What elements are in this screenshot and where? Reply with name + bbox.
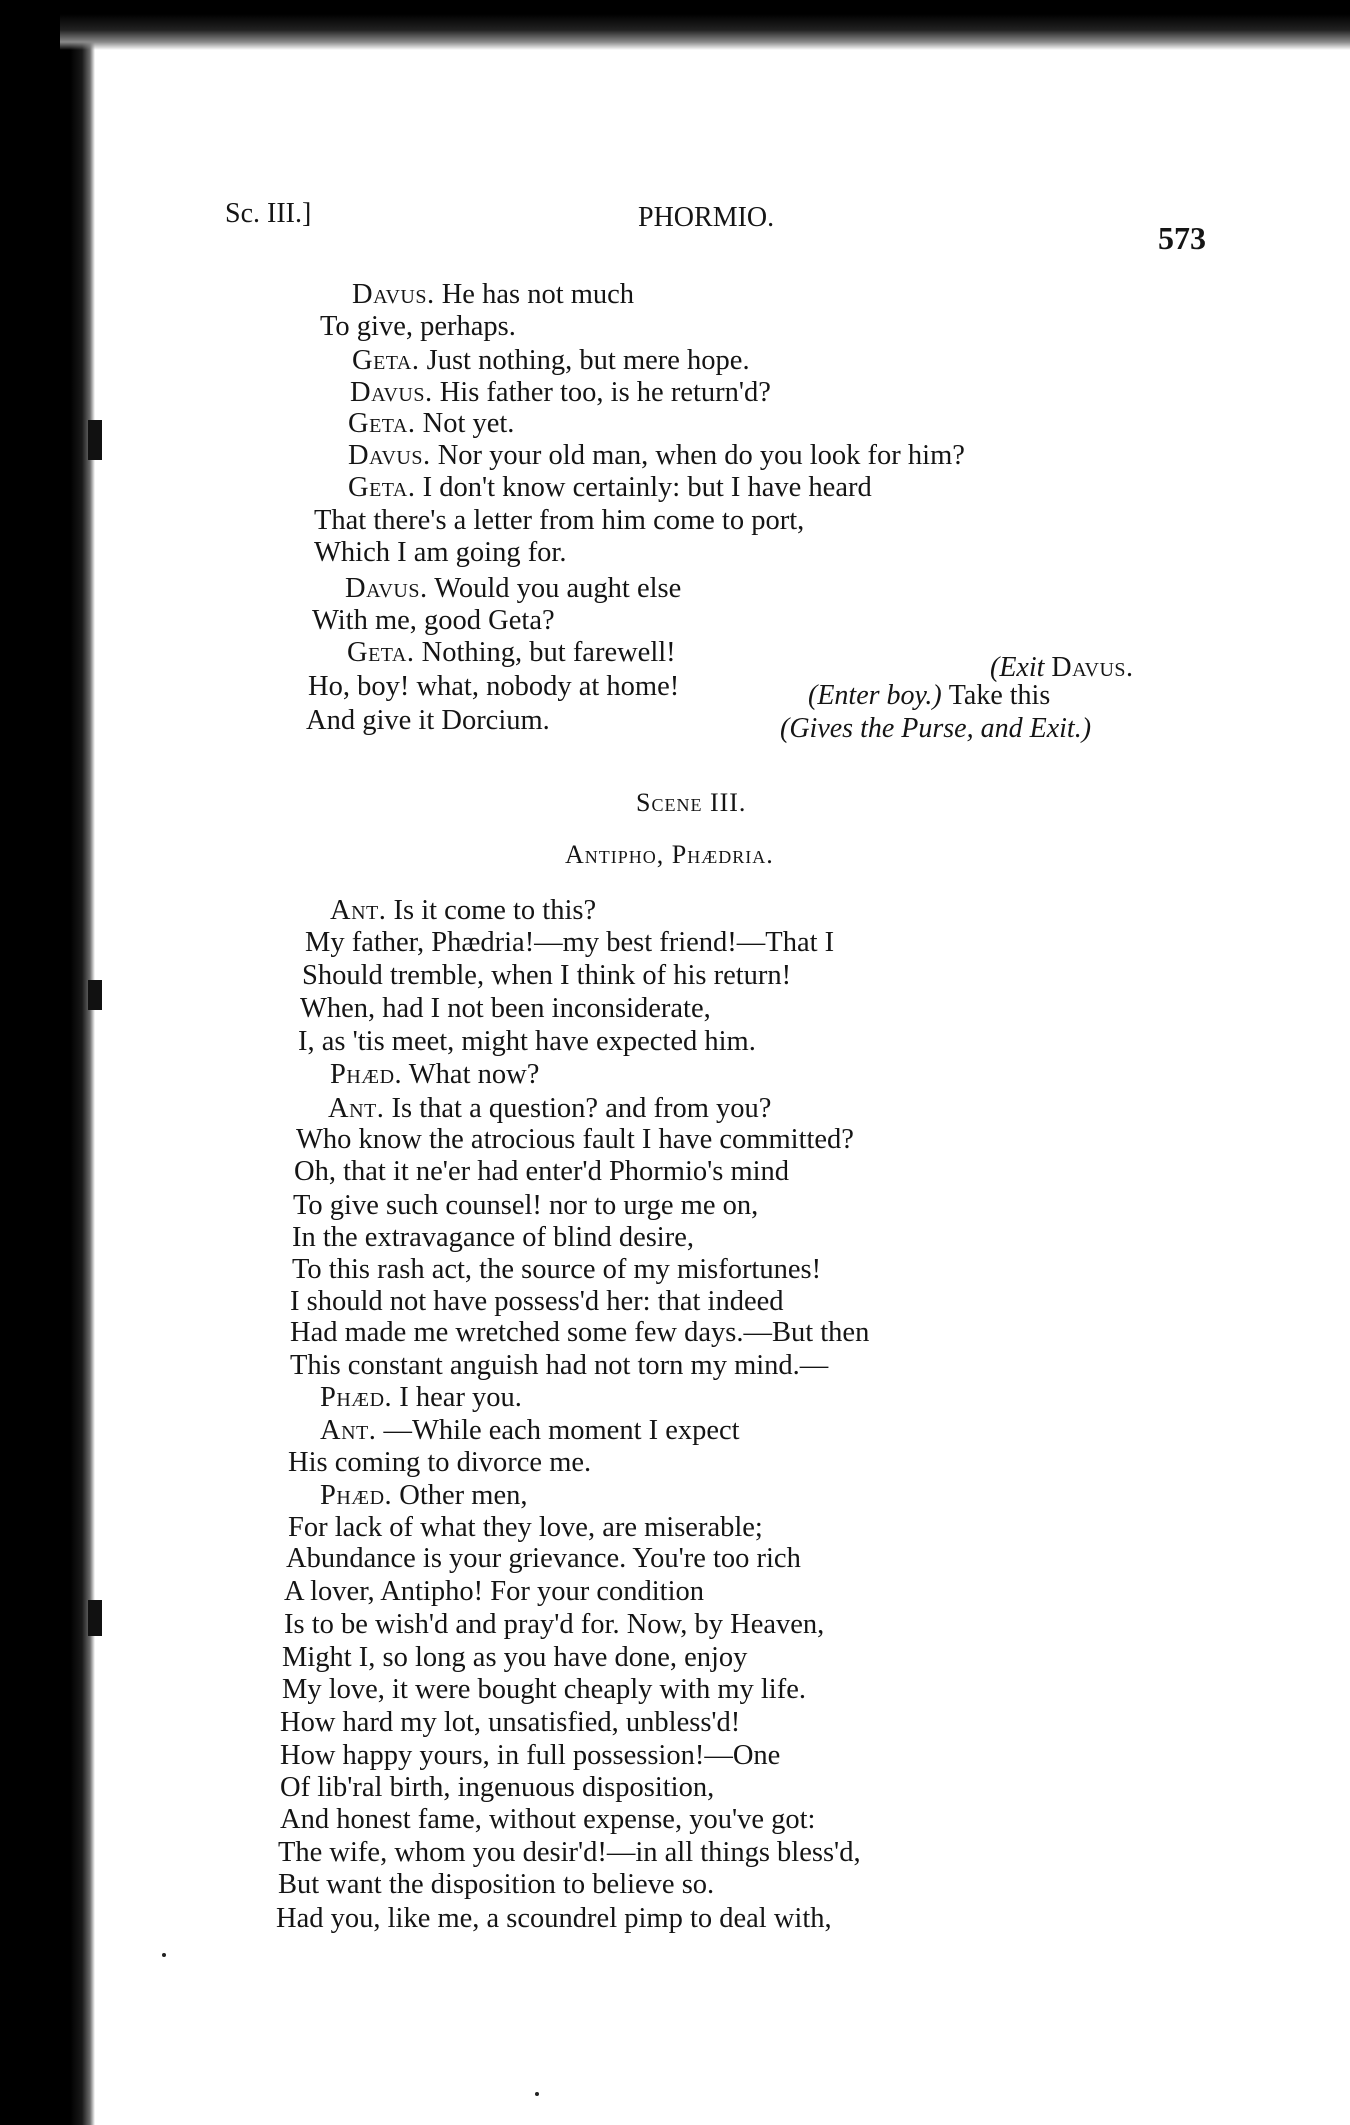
- verse-line: [345, 573, 681, 605]
- stage-direction-exit: (Exit Davus.: [990, 652, 1134, 683]
- verse-line: [348, 472, 872, 504]
- speaker-name: Geta.: [348, 408, 416, 439]
- verse-text: —While each moment I expect: [383, 1415, 740, 1446]
- verse-text: In the extravagance of blind desire,: [292, 1222, 694, 1253]
- verse-line: [347, 637, 676, 669]
- verse-line: [298, 1026, 756, 1058]
- scene-heading: Scene III.: [636, 788, 747, 817]
- verse-text: Abundance is your grievance. You're too rich: [286, 1543, 801, 1574]
- page-number: 573: [1158, 220, 1206, 256]
- speaker-name: Geta.: [347, 637, 415, 668]
- verse-line: [284, 1576, 704, 1608]
- verse-line: [320, 311, 516, 343]
- verse-text: That there's a letter from him come to port,: [314, 505, 805, 536]
- speaker-name: Geta.: [348, 472, 416, 503]
- running-header: [0, 198, 1350, 258]
- verse-text: My love, it were bought cheaply with my life.: [282, 1674, 806, 1705]
- verse-line: [293, 1190, 758, 1222]
- verse-line: [286, 1543, 801, 1575]
- verse-text: Nor your old man, when do you look for him?: [437, 440, 965, 471]
- verse-text: This constant anguish had not torn my mind.—: [290, 1350, 829, 1381]
- speaker-name: Davus.: [352, 279, 435, 310]
- speaker-name: Phæd.: [320, 1382, 393, 1413]
- verse-line: [350, 377, 771, 409]
- verse-line: [300, 993, 711, 1025]
- verse-text: Is that a question? and from you?: [391, 1093, 772, 1124]
- verse-line: [320, 1415, 740, 1447]
- verse-text: But want the disposition to believe so.: [278, 1869, 715, 1900]
- verse-text: Which I am going for.: [314, 537, 567, 568]
- verse-line: [292, 1222, 694, 1254]
- verse-line: [284, 1609, 824, 1641]
- verse-line: [348, 408, 514, 440]
- page-title: PHORMIO.: [638, 202, 775, 233]
- verse-text: To give, perhaps.: [320, 311, 516, 342]
- verse-line: [294, 1156, 789, 1188]
- verse-text: Not yet.: [422, 408, 515, 439]
- verse-text: Had made me wretched some few days.—But then: [290, 1317, 870, 1348]
- verse-line: [352, 279, 634, 311]
- verse-text: For lack of what they love, are miserable;: [288, 1512, 763, 1543]
- verse-text: Who know the atrocious fault I have committed?: [296, 1124, 854, 1155]
- verse-line: [296, 1124, 854, 1156]
- verse-text: How happy yours, in full possession!—One: [280, 1740, 781, 1771]
- scene-characters: Antipho, Phædria.: [565, 840, 774, 869]
- verse-line: [282, 1674, 806, 1706]
- verse-line: [352, 345, 750, 377]
- verse-line: [330, 1059, 539, 1091]
- verse-line: [280, 1707, 740, 1739]
- verse-line: [276, 1903, 832, 1935]
- verse-text: Ho, boy! what, nobody at home!: [308, 671, 680, 702]
- verse-text: His father too, is he return'd?: [439, 377, 771, 408]
- speaker-name: Davus.: [350, 377, 433, 408]
- section-marker: Sc. III.]: [225, 198, 312, 229]
- verse-line: [288, 1447, 591, 1479]
- verse-text: My father, Phædria!—my best friend!—That I: [305, 927, 835, 958]
- scan-top-shadow: [60, 0, 1350, 50]
- scan-gutter-notch: [88, 1600, 102, 1636]
- verse-line: [290, 1317, 869, 1349]
- verse-text: I hear you.: [399, 1382, 522, 1413]
- verse-line: [308, 671, 679, 703]
- verse-line: [348, 440, 965, 472]
- verse-text: He has not much: [441, 279, 635, 310]
- verse-text: Might I, so long as you have done, enjoy: [282, 1642, 748, 1673]
- speaker-name: Geta.: [352, 345, 420, 376]
- verse-line: [328, 1093, 771, 1125]
- verse-line: [282, 1642, 747, 1674]
- stage-direction-purse: (Gives the Purse, and Exit.): [780, 713, 1092, 744]
- scan-speck: [535, 2092, 539, 2096]
- verse-line: [290, 1286, 784, 1318]
- verse-text: Nothing, but farewell!: [421, 637, 676, 668]
- verse-text: Oh, that it ne'er had enter'd Phormio's mind: [294, 1156, 790, 1187]
- verse-line: [306, 705, 550, 737]
- verse-text: His coming to divorce me.: [288, 1447, 592, 1478]
- verse-text: Would you aught else: [434, 573, 682, 604]
- verse-text: Of lib'ral birth, ingenuous disposition,: [280, 1772, 715, 1803]
- verse-text: Is it come to this?: [393, 895, 597, 926]
- scan-gutter-shadow: [0, 0, 95, 2125]
- verse-line: [278, 1837, 861, 1869]
- verse-text: A lover, Antipho! For your condition: [284, 1576, 704, 1607]
- verse-line: [278, 1869, 714, 1901]
- verse-line: [305, 927, 834, 959]
- verse-text: How hard my lot, unsatisfied, unbless'd!: [280, 1707, 741, 1738]
- stage-direction-name: Davus.: [1051, 652, 1134, 683]
- verse-line: [292, 1254, 821, 1286]
- verse-text: Should tremble, when I think of his return!: [302, 960, 792, 991]
- speaker-name: Ant.: [328, 1093, 385, 1124]
- verse-text: To give such counsel! nor to urge me on,: [293, 1190, 759, 1221]
- verse-line: [280, 1804, 815, 1836]
- speaker-name: Davus.: [348, 440, 431, 471]
- stage-direction-take: Take this: [948, 680, 1051, 711]
- speaker-name: Ant.: [330, 895, 387, 926]
- scan-speck: [162, 1953, 166, 1957]
- verse-text: I don't know certainly: but I have heard: [422, 472, 872, 503]
- verse-line: [302, 960, 791, 992]
- verse-text: And honest fame, without expense, you've got:: [280, 1804, 816, 1835]
- verse-line: [330, 895, 596, 927]
- verse-text: What now?: [408, 1059, 540, 1090]
- verse-line: [314, 537, 566, 569]
- verse-text: Is to be wish'd and pray'd for. Now, by Heaven,: [284, 1609, 825, 1640]
- verse-line: [288, 1512, 763, 1544]
- speaker-name: Phæd.: [320, 1480, 393, 1511]
- verse-text: With me, good Geta?: [312, 605, 555, 636]
- verse-line: [280, 1740, 780, 1772]
- scan-gutter-notch: [88, 420, 102, 460]
- verse-text: To this rash act, the source of my misfortunes!: [292, 1254, 822, 1285]
- stage-direction-enter: (Enter boy.) Take this: [808, 680, 1051, 711]
- verse-text: The wife, whom you desir'd!—in all things bless'd,: [278, 1837, 861, 1868]
- scan-gutter-notch: [88, 980, 102, 1010]
- verse-line: [320, 1382, 522, 1414]
- verse-line: [312, 605, 555, 637]
- speaker-name: Ant.: [320, 1415, 377, 1446]
- verse-text: I should not have possess'd her: that indeed: [290, 1286, 784, 1317]
- verse-text: And give it Dorcium.: [306, 705, 550, 736]
- verse-text: When, had I not been inconsiderate,: [300, 993, 711, 1024]
- speaker-name: Phæd.: [330, 1059, 403, 1090]
- verse-line: [320, 1480, 528, 1512]
- verse-text: Had you, like me, a scoundrel pimp to deal with,: [276, 1903, 832, 1934]
- verse-text: Just nothing, but mere hope.: [426, 345, 750, 376]
- verse-line: [290, 1350, 828, 1382]
- verse-line: [280, 1772, 714, 1804]
- speaker-name: Davus.: [345, 573, 428, 604]
- verse-text: I, as 'tis meet, might have expected him.: [298, 1026, 756, 1057]
- verse-text: Other men,: [399, 1480, 528, 1511]
- verse-line: [314, 505, 804, 537]
